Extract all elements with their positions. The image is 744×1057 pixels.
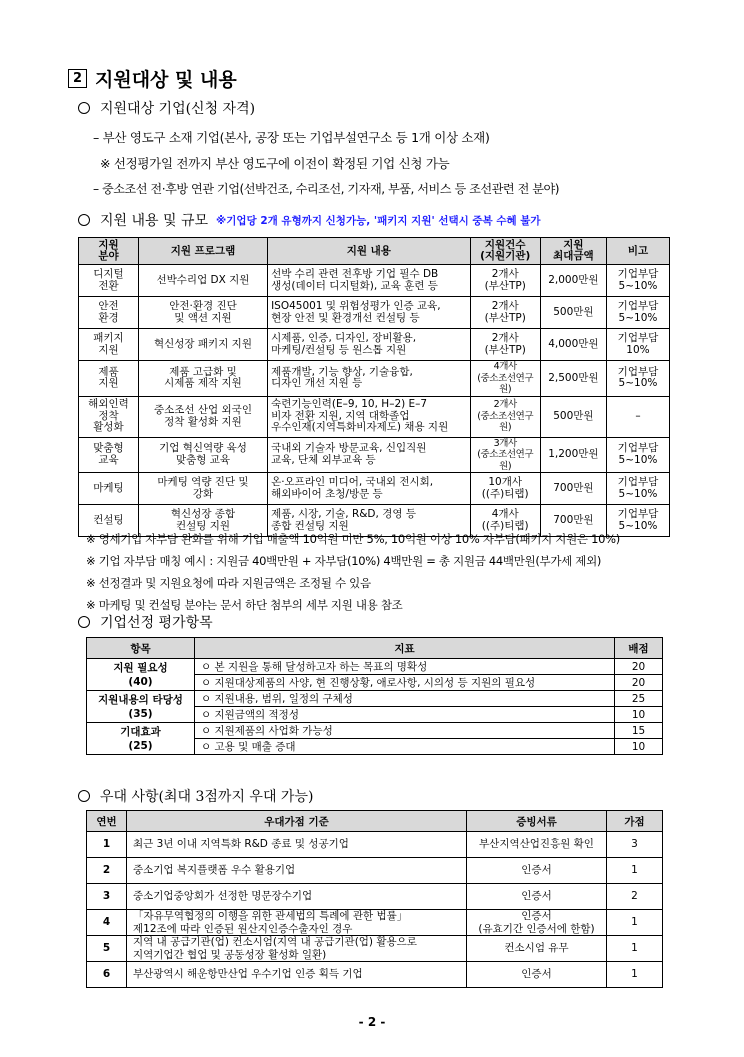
cell-program: 혁신성장 종합 컨설팅 지원 bbox=[138, 505, 267, 537]
eligibility-heading: 지원대상 기업(신청 자격) bbox=[78, 98, 255, 118]
eligibility-item: – 부산 영도구 소재 기업(본사, 공장 또는 기업부설연구소 등 1개 이상 소재) bbox=[93, 130, 490, 145]
evaluation-score: 20 bbox=[615, 675, 663, 691]
cell-remark: 기업부담 5~10% bbox=[606, 505, 669, 537]
preference-points: 3 bbox=[607, 832, 663, 858]
cell-content: 온·오프라인 미디어, 국내외 전시회, 해외바이어 초청/방문 등 bbox=[268, 473, 471, 505]
cell-content: ISO45001 및 위험성평가 인증 교육, 현장 안전 및 환경개선 컨설팅 등 bbox=[268, 297, 471, 329]
header-item: 항목 bbox=[87, 638, 195, 659]
support-row bbox=[79, 396, 670, 437]
evaluation-group: 지원내용의 타당성 (35) bbox=[87, 691, 195, 723]
evaluation-row bbox=[87, 659, 663, 675]
cell-remark: 기업부담 5~10% bbox=[606, 437, 669, 473]
preference-no: 2 bbox=[87, 858, 127, 884]
cell-content: 제품, 시장, 기술, R&D, 경영 등 종합 컨설팅 지원 bbox=[268, 505, 471, 537]
cell-program: 마케팅 역량 진단 및 강화 bbox=[138, 473, 267, 505]
cell-max-amount: 2,500만원 bbox=[540, 361, 606, 397]
support-heading: 지원 내용 및 규모 ※기업당 2개 유형까지 신청가능, '패키지 지원' 선택시 중복 수혜 불가 bbox=[78, 210, 541, 230]
cell-content: 시제품, 인증, 디자인, 장비활용, 마케팅/컨설팅 등 원스톱 지원 bbox=[268, 329, 471, 361]
evaluation-row bbox=[87, 691, 663, 707]
cell-remark: 기업부담 10% bbox=[606, 329, 669, 361]
preference-row bbox=[87, 858, 663, 884]
cell-count: 2개사 (부산TP) bbox=[470, 329, 540, 361]
support-note: ※기업당 2개 유형까지 신청가능, '패키지 지원' 선택시 중복 수혜 불가 bbox=[216, 214, 541, 227]
cell-program: 제품 고급화 및 시제품 제작 지원 bbox=[138, 361, 267, 397]
preference-evidence: 인증서 bbox=[467, 858, 607, 884]
preference-evidence: 컨소시엄 유무 bbox=[467, 936, 607, 962]
preference-heading: 우대 사항(최대 3점까지 우대 가능) bbox=[78, 786, 313, 806]
cell-max-amount: 500만원 bbox=[540, 396, 606, 437]
preference-criteria: 지역 내 공급기관(업) 컨소시엄(지역 내 공급기관(업) 활용으로 지역기업간 협업 및 공동성장 활성화 일환) bbox=[127, 936, 467, 962]
footnote: ※ 영세기업 자부담 완화를 위해 기업 매출액 10억원 미만 5%, 10억원 이상 10% 자부담(패키지 지원은 10%) bbox=[86, 532, 620, 546]
cell-count: 4개사 (중소조선연구원) bbox=[470, 361, 540, 397]
support-row bbox=[79, 361, 670, 397]
cell-content: 선박 수리 관련 전후방 기업 필수 DB 생성(데이터 디지털화), 교육 훈련 등 bbox=[268, 265, 471, 297]
preference-table-header bbox=[87, 811, 663, 832]
evaluation-table bbox=[86, 637, 663, 755]
preference-points: 1 bbox=[607, 962, 663, 988]
cell-program: 중소조선 산업 외국인 정착 활성화 지원 bbox=[138, 396, 267, 437]
preference-criteria: 「자유무역협정의 이행을 위한 관세법의 특례에 관한 법률」 제12조에 따라 인증된 원산지인증수출자인 경우 bbox=[127, 910, 467, 936]
preference-evidence: 부산지역산업진흥원 확인 bbox=[467, 832, 607, 858]
circle-bullet-icon bbox=[78, 102, 90, 114]
preference-points: 2 bbox=[607, 884, 663, 910]
header-field: 지원 분야 bbox=[79, 238, 139, 265]
preference-criteria: 중소기업 복지플랫폼 우수 활용기업 bbox=[127, 858, 467, 884]
evaluation-group: 기대효과 (25) bbox=[87, 723, 195, 755]
eligibility-note: ※ 선정평가일 전까지 부산 영도구에 이전이 확정된 기업 신청 가능 bbox=[100, 156, 450, 171]
preference-no: 1 bbox=[87, 832, 127, 858]
circle-bullet-icon bbox=[78, 790, 90, 802]
cell-count: 2개사 (부산TP) bbox=[470, 297, 540, 329]
cell-field: 디지털 전환 bbox=[79, 265, 139, 297]
cell-field: 해외인력 정착 활성화 bbox=[79, 396, 139, 437]
section-title bbox=[68, 65, 237, 92]
preference-no: 5 bbox=[87, 936, 127, 962]
cell-field: 마케팅 bbox=[79, 473, 139, 505]
evaluation-row bbox=[87, 723, 663, 739]
header-no: 연번 bbox=[87, 811, 127, 832]
cell-field: 컨설팅 bbox=[79, 505, 139, 537]
cell-max-amount: 700만원 bbox=[540, 505, 606, 537]
cell-content: 국내외 기술자 방문교육, 신입직원 교육, 단체 외부교육 등 bbox=[268, 437, 471, 473]
support-row bbox=[79, 265, 670, 297]
cell-max-amount: 700만원 bbox=[540, 473, 606, 505]
preference-points: 1 bbox=[607, 858, 663, 884]
cell-field: 패키지 지원 bbox=[79, 329, 139, 361]
evaluation-indicator: ㅇ 고용 및 매출 증대 bbox=[195, 739, 615, 755]
header-remark: 비고 bbox=[606, 238, 669, 265]
cell-remark: 기업부담 5~10% bbox=[606, 361, 669, 397]
circle-bullet-icon bbox=[78, 214, 90, 226]
cell-max-amount: 1,200만원 bbox=[540, 437, 606, 473]
cell-field: 맞춤형 교육 bbox=[79, 437, 139, 473]
preference-row bbox=[87, 884, 663, 910]
preference-row bbox=[87, 910, 663, 936]
evaluation-group: 지원 필요성 (40) bbox=[87, 659, 195, 691]
evaluation-score: 15 bbox=[615, 723, 663, 739]
cell-content: 제품개발, 기능 향상, 기술융합, 디자인 개선 지원 등 bbox=[268, 361, 471, 397]
header-program: 지원 프로그램 bbox=[138, 238, 267, 265]
header-max-amount: 지원 최대금액 bbox=[540, 238, 606, 265]
footnote: ※ 기업 자부담 매칭 예시 : 지원금 40백만원 + 자부담(10%) 4백만원 = 총 지원금 44백만원(부가세 제외) bbox=[86, 554, 602, 568]
evaluation-score: 10 bbox=[615, 739, 663, 755]
preference-no: 3 bbox=[87, 884, 127, 910]
preference-criteria: 중소기업중앙회가 선정한 명문장수기업 bbox=[127, 884, 467, 910]
eligibility-item: – 중소조선 전·후방 연관 기업(선박건조, 수리조선, 기자재, 부품, 서비스 등 조선관련 전 분야) bbox=[93, 182, 560, 196]
preference-no: 6 bbox=[87, 962, 127, 988]
preference-row bbox=[87, 832, 663, 858]
header-count: 지원건수 (지원기관) bbox=[470, 238, 540, 265]
header-points: 가점 bbox=[607, 811, 663, 832]
cell-max-amount: 2,000만원 bbox=[540, 265, 606, 297]
section-title-text: 지원대상 및 내용 bbox=[95, 69, 237, 91]
cell-count: 4개사 ((주)티랩) bbox=[470, 505, 540, 537]
cell-remark: – bbox=[606, 396, 669, 437]
preference-no: 4 bbox=[87, 910, 127, 936]
page-number: - 2 - bbox=[358, 1015, 386, 1029]
evaluation-table-header bbox=[87, 638, 663, 659]
support-row bbox=[79, 437, 670, 473]
evaluation-indicator: ㅇ 지원내용, 범위, 일정의 구체성 bbox=[195, 691, 615, 707]
section-number-box: 2 bbox=[68, 69, 87, 88]
support-table bbox=[78, 237, 670, 537]
cell-remark: 기업부담 5~10% bbox=[606, 297, 669, 329]
footnote: ※ 선정결과 및 지원요청에 따라 지원금액은 조정될 수 있음 bbox=[86, 576, 371, 590]
header-evidence: 증빙서류 bbox=[467, 811, 607, 832]
preference-points: 1 bbox=[607, 936, 663, 962]
header-criteria: 우대가점 기준 bbox=[127, 811, 467, 832]
header-score: 배점 bbox=[615, 638, 663, 659]
support-row bbox=[79, 329, 670, 361]
preference-points: 1 bbox=[607, 910, 663, 936]
preference-evidence: 인증서 bbox=[467, 962, 607, 988]
preference-row bbox=[87, 962, 663, 988]
evaluation-indicator: ㅇ 본 지원을 통해 달성하고자 하는 목표의 명확성 bbox=[195, 659, 615, 675]
cell-max-amount: 4,000만원 bbox=[540, 329, 606, 361]
support-row bbox=[79, 473, 670, 505]
evaluation-heading: 기업선정 평가항목 bbox=[78, 612, 213, 632]
evaluation-indicator: ㅇ 지원대상제품의 사양, 현 진행상황, 애로사항, 시의성 등 지원의 필요성 bbox=[195, 675, 615, 691]
evaluation-indicator: ㅇ 지원금액의 적정성 bbox=[195, 707, 615, 723]
evaluation-score: 20 bbox=[615, 659, 663, 675]
evaluation-indicator: ㅇ 지원제품의 사업화 가능성 bbox=[195, 723, 615, 739]
evaluation-score: 10 bbox=[615, 707, 663, 723]
preference-row bbox=[87, 936, 663, 962]
support-row bbox=[79, 297, 670, 329]
cell-program: 혁신성장 패키지 지원 bbox=[138, 329, 267, 361]
preference-criteria: 부산광역시 해운항만산업 우수기업 인증 획득 기업 bbox=[127, 962, 467, 988]
preference-evidence: 인증서 (유효기간 인증서에 한함) bbox=[467, 910, 607, 936]
cell-field: 안전 환경 bbox=[79, 297, 139, 329]
cell-count: 2개사 (부산TP) bbox=[470, 265, 540, 297]
cell-program: 안전·환경 진단 및 액션 지원 bbox=[138, 297, 267, 329]
preference-criteria: 최근 3년 이내 지역특화 R&D 종료 및 성공기업 bbox=[127, 832, 467, 858]
cell-remark: 기업부담 5~10% bbox=[606, 473, 669, 505]
cell-program: 선박수리업 DX 지원 bbox=[138, 265, 267, 297]
header-content: 지원 내용 bbox=[268, 238, 471, 265]
evaluation-score: 25 bbox=[615, 691, 663, 707]
cell-content: 숙련기능인력(E–9, 10, H–2) E–7 비자 전환 지원, 지역 대학졸업 우수인재(지역특화비자제도) 채용 지원 bbox=[268, 396, 471, 437]
cell-remark: 기업부담 5~10% bbox=[606, 265, 669, 297]
cell-count: 3개사 (중소조선연구원) bbox=[470, 437, 540, 473]
cell-program: 기업 혁신역량 육성 맞춤형 교육 bbox=[138, 437, 267, 473]
cell-count: 10개사 ((주)티랩) bbox=[470, 473, 540, 505]
footnote: ※ 마케팅 및 컨설팅 분야는 문서 하단 첨부의 세부 지원 내용 참조 bbox=[86, 598, 403, 612]
support-table-header bbox=[79, 238, 670, 265]
preference-table bbox=[86, 810, 663, 988]
circle-bullet-icon bbox=[78, 616, 90, 628]
preference-evidence: 인증서 bbox=[467, 884, 607, 910]
cell-count: 2개사 (중소조선연구원) bbox=[470, 396, 540, 437]
header-indicator: 지표 bbox=[195, 638, 615, 659]
cell-field: 제품 지원 bbox=[79, 361, 139, 397]
cell-max-amount: 500만원 bbox=[540, 297, 606, 329]
